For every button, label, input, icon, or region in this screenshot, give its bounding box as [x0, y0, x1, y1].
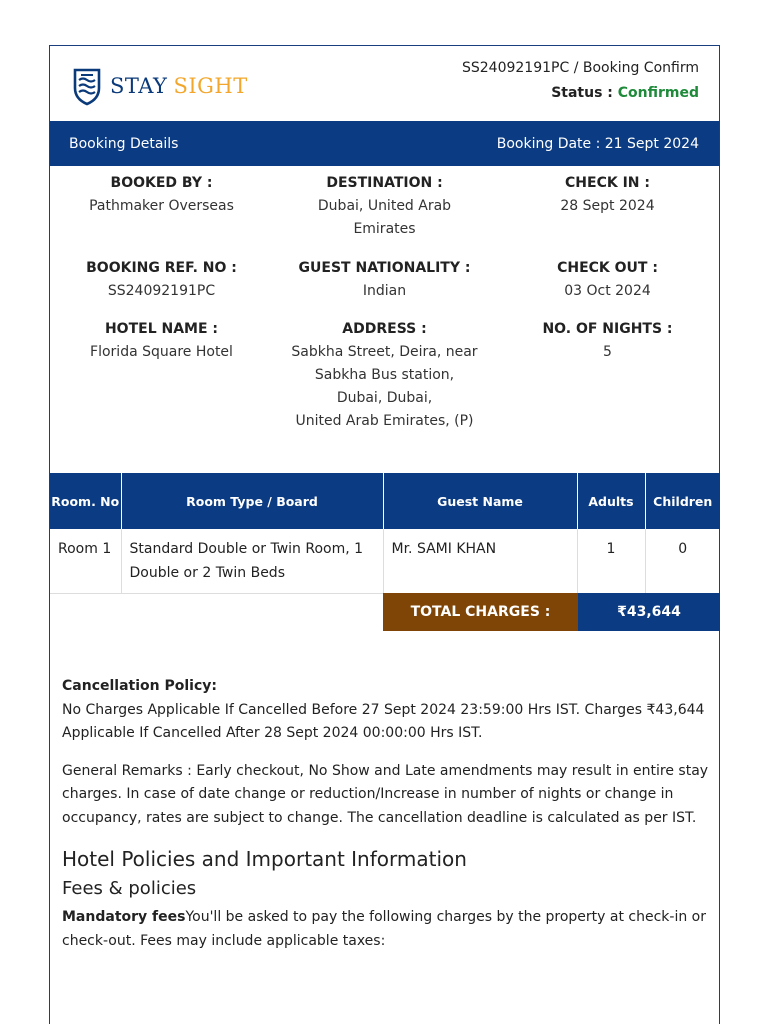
col-guest-name: Guest Name	[383, 473, 577, 529]
nights-label: NO. OF NIGHTS :	[542, 321, 673, 337]
destination	[273, 172, 496, 257]
nights	[496, 318, 719, 433]
booking-ref	[50, 257, 273, 318]
col-adults: Adults	[577, 473, 645, 529]
booked-by-value: Pathmaker Overseas	[89, 198, 234, 214]
room-table	[50, 473, 720, 594]
hotel-policies-heading: Hotel Policies and Important Information	[62, 847, 467, 871]
status-value: Confirmed	[617, 85, 699, 101]
cancellation-title: Cancellation Policy:	[62, 678, 217, 694]
col-room-type: Room Type / Board	[121, 473, 383, 529]
total-charges	[383, 593, 720, 631]
shield-logo-icon	[72, 66, 102, 106]
cell-children: 0	[645, 529, 720, 594]
booking-date: Booking Date : 21 Sept 2024	[496, 135, 699, 152]
col-room-no: Room. No	[50, 473, 121, 529]
booking-voucher	[49, 45, 720, 1024]
table-row	[50, 529, 720, 594]
check-in-value: 28 Sept 2024	[560, 198, 655, 214]
general-remarks: General Remarks : Early checkout, No Show and Late amendments may result in entire stay charges. In case of date change or reduction/Increase in number of nights or change in occupancy, rates are subject to change. The cancellation deadline is calculated as per IST.	[62, 762, 709, 826]
cancellation-text: No Charges Applicable If Cancelled Before 27 Sept 2024 23:59:00 Hrs IST. Charges ₹43,644 Applicable If Cancelled After 28 Sept 2024 00:00:00 Hrs IST.	[62, 701, 705, 741]
cell-guest: Mr. SAMI KHAN	[383, 529, 577, 594]
mandatory-fees-text: You'll be asked to pay the following charges by the property at check-in or check-out. Fees may include applicable taxes:	[62, 909, 706, 949]
booked-by	[50, 172, 273, 257]
cell-room-type: Standard Double or Twin Room, 1 Double or 2 Twin Beds	[121, 529, 383, 594]
cancellation-policy	[62, 675, 712, 746]
table-header-row	[50, 473, 720, 529]
check-out-value: 03 Oct 2024	[564, 283, 651, 299]
hotel-value: Florida Square Hotel	[90, 344, 233, 360]
fees-policies-heading: Fees & policies	[62, 878, 197, 899]
check-out	[496, 257, 719, 318]
hotel-label: HOTEL NAME :	[104, 321, 219, 337]
mandatory-fees-label: Mandatory fees	[62, 909, 186, 925]
total-charges-value: ₹43,644	[578, 593, 720, 631]
address	[273, 318, 496, 433]
booking-header-info	[462, 60, 699, 101]
address-line1: Sabkha Street, Deira, near Sabkha Bus station, Dubai, Dubai,	[291, 344, 478, 406]
col-children: Children	[645, 473, 720, 529]
address-label: ADDRESS :	[342, 321, 427, 337]
status-label: Status :	[551, 85, 613, 101]
guest-nationality	[273, 257, 496, 318]
nationality-label: GUEST NATIONALITY :	[298, 260, 471, 276]
booking-details-grid	[50, 172, 719, 433]
destination-value: Dubai, United Arab Emirates	[317, 198, 452, 237]
booking-status	[462, 85, 699, 101]
section-title: Booking Details	[69, 135, 179, 152]
booking-ref-label: BOOKING REF. NO :	[86, 260, 237, 276]
nationality-value: Indian	[362, 283, 407, 299]
destination-label: DESTINATION :	[326, 175, 443, 191]
address-line2: United Arab Emirates, (P)	[295, 413, 474, 429]
booking-ref-value: SS24092191PC	[107, 283, 216, 299]
policy-section	[62, 675, 712, 953]
check-out-label: CHECK OUT :	[557, 260, 658, 276]
cell-room: Room 1	[50, 529, 121, 594]
hotel-name	[50, 318, 273, 433]
total-charges-label: TOTAL CHARGES :	[383, 593, 578, 631]
brand-logo	[72, 66, 248, 106]
brand-word-sight: SIGHT	[173, 74, 248, 98]
booking-reference: SS24092191PC / Booking Confirm	[462, 60, 699, 76]
mandatory-fees	[62, 906, 712, 953]
cell-adults: 1	[577, 529, 645, 594]
check-in-label: CHECK IN :	[565, 175, 650, 191]
nights-value: 5	[603, 344, 612, 360]
booking-details-bar	[50, 121, 719, 166]
check-in	[496, 172, 719, 257]
brand-word-stay: STAY	[110, 74, 168, 98]
booked-by-label: BOOKED BY :	[110, 175, 213, 191]
